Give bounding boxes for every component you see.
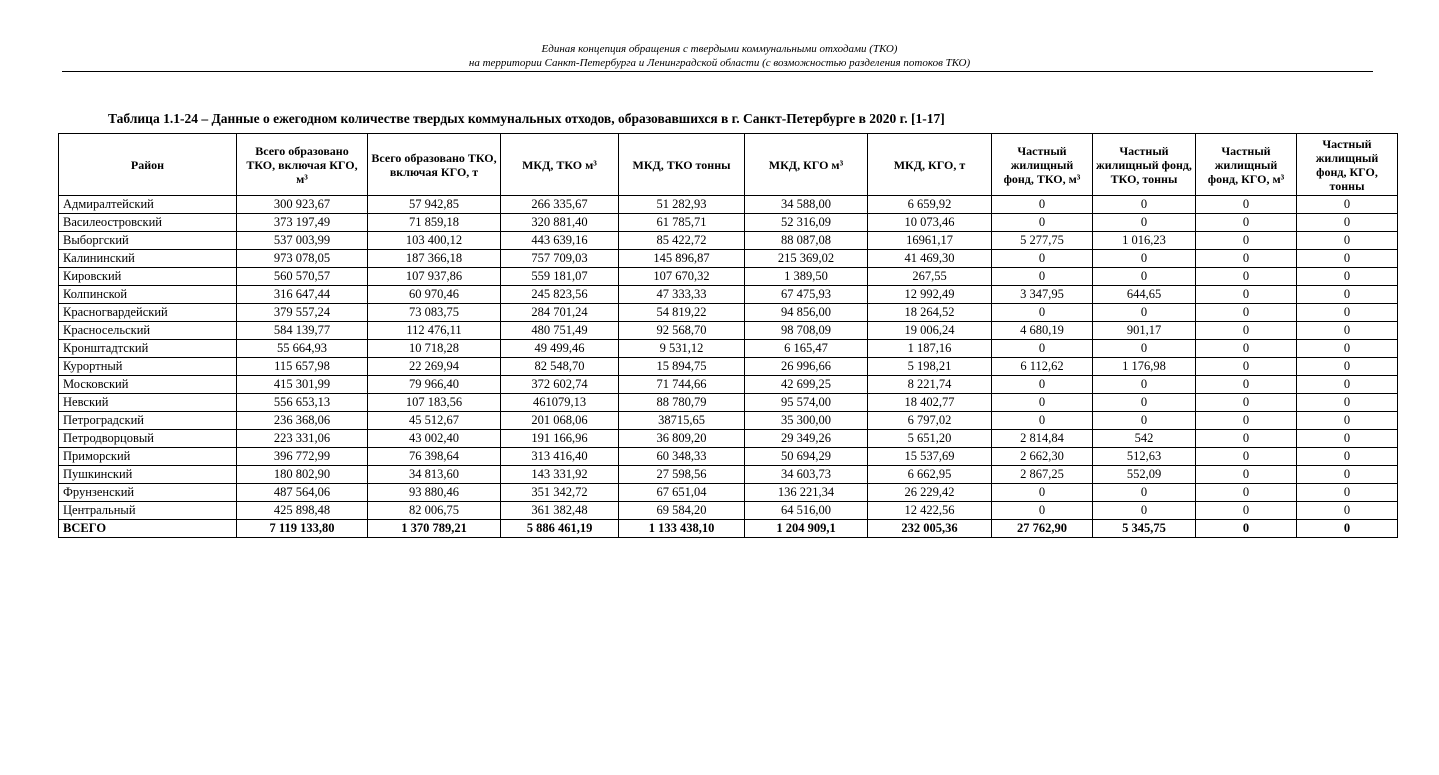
value-cell: 267,55 — [868, 268, 992, 286]
table-row — [59, 322, 1398, 340]
value-cell: 16961,17 — [868, 232, 992, 250]
value-cell: 0 — [1196, 250, 1297, 268]
value-cell: 27 598,56 — [619, 466, 745, 484]
value-cell: 12 422,56 — [868, 502, 992, 520]
header-divider — [62, 71, 1373, 72]
value-cell: 215 369,02 — [745, 250, 868, 268]
value-cell: 0 — [992, 340, 1093, 358]
value-cell: 19 006,24 — [868, 322, 992, 340]
value-cell: 88 087,08 — [745, 232, 868, 250]
value-cell: 373 197,49 — [237, 214, 368, 232]
value-cell: 35 300,00 — [745, 412, 868, 430]
value-cell: 115 657,98 — [237, 358, 368, 376]
value-cell: 103 400,12 — [368, 232, 501, 250]
value-cell: 71 859,18 — [368, 214, 501, 232]
value-cell: 537 003,99 — [237, 232, 368, 250]
value-cell: 187 366,18 — [368, 250, 501, 268]
value-cell: 0 — [992, 412, 1093, 430]
value-cell: 1 370 789,21 — [368, 520, 501, 538]
value-cell: 98 708,09 — [745, 322, 868, 340]
value-cell: 0 — [992, 376, 1093, 394]
table-row — [59, 448, 1398, 466]
value-cell: 67 475,93 — [745, 286, 868, 304]
value-cell: 320 881,40 — [501, 214, 619, 232]
col-header-total-m3: Всего образовано ТКО, включая КГО, м³ — [237, 134, 368, 196]
value-cell: 0 — [1196, 484, 1297, 502]
value-cell: 6 165,47 — [745, 340, 868, 358]
value-cell: 379 557,24 — [237, 304, 368, 322]
value-cell: 0 — [1093, 214, 1196, 232]
value-cell: 0 — [1196, 196, 1297, 214]
waste-data-table — [58, 133, 1398, 538]
value-cell: 584 139,77 — [237, 322, 368, 340]
value-cell: 60 970,46 — [368, 286, 501, 304]
value-cell: 0 — [1297, 376, 1398, 394]
value-cell: 372 602,74 — [501, 376, 619, 394]
value-cell: 145 896,87 — [619, 250, 745, 268]
total-row — [59, 520, 1398, 538]
value-cell: 487 564,06 — [237, 484, 368, 502]
value-cell: 136 221,34 — [745, 484, 868, 502]
table-row — [59, 412, 1398, 430]
value-cell: 0 — [1093, 304, 1196, 322]
district-cell: Адмиралтейский — [59, 196, 237, 214]
value-cell: 10 073,46 — [868, 214, 992, 232]
value-cell: 29 349,26 — [745, 430, 868, 448]
table-row — [59, 502, 1398, 520]
col-header-mkd-kgo-m3: МКД, КГО м³ — [745, 134, 868, 196]
value-cell: 6 659,92 — [868, 196, 992, 214]
table-row — [59, 214, 1398, 232]
district-cell: Центральный — [59, 502, 237, 520]
value-cell: 0 — [1196, 430, 1297, 448]
value-cell: 94 856,00 — [745, 304, 868, 322]
value-cell: 26 229,42 — [868, 484, 992, 502]
table-row — [59, 376, 1398, 394]
value-cell: 0 — [1093, 340, 1196, 358]
value-cell: 143 331,92 — [501, 466, 619, 484]
value-cell: 0 — [1297, 502, 1398, 520]
value-cell: 0 — [1196, 466, 1297, 484]
value-cell: 45 512,67 — [368, 412, 501, 430]
value-cell: 245 823,56 — [501, 286, 619, 304]
value-cell: 542 — [1093, 430, 1196, 448]
district-cell: Василеостровский — [59, 214, 237, 232]
value-cell: 0 — [1196, 394, 1297, 412]
value-cell: 5 345,75 — [1093, 520, 1196, 538]
value-cell: 15 537,69 — [868, 448, 992, 466]
value-cell: 107 183,56 — [368, 394, 501, 412]
table-row — [59, 430, 1398, 448]
col-header-private-kgo-m3: Частный жилищный фонд, КГО, м³ — [1196, 134, 1297, 196]
value-cell: 0 — [1093, 412, 1196, 430]
value-cell: 0 — [1297, 412, 1398, 430]
value-cell: 6 662,95 — [868, 466, 992, 484]
value-cell: 12 992,49 — [868, 286, 992, 304]
col-header-private-tko-m3: Частный жилищный фонд, ТКО, м³ — [992, 134, 1093, 196]
value-cell: 8 221,74 — [868, 376, 992, 394]
value-cell: 0 — [1196, 520, 1297, 538]
district-cell: Фрунзенский — [59, 484, 237, 502]
value-cell: 0 — [1297, 520, 1398, 538]
value-cell: 43 002,40 — [368, 430, 501, 448]
value-cell: 67 651,04 — [619, 484, 745, 502]
table-caption: Таблица 1.1-24 – Данные о ежегодном количестве твердых коммунальных отходов, образовавшихся в г. Санкт-Петербурге в 2020 г. [1-17] — [108, 111, 945, 126]
value-cell: 361 382,48 — [501, 502, 619, 520]
district-cell: Кировский — [59, 268, 237, 286]
value-cell: 73 083,75 — [368, 304, 501, 322]
value-cell: 0 — [992, 250, 1093, 268]
district-cell: ВСЕГО — [59, 520, 237, 538]
value-cell: 6 797,02 — [868, 412, 992, 430]
value-cell: 232 005,36 — [868, 520, 992, 538]
value-cell: 0 — [1297, 196, 1398, 214]
district-cell: Калининский — [59, 250, 237, 268]
value-cell: 6 112,62 — [992, 358, 1093, 376]
value-cell: 0 — [1093, 484, 1196, 502]
value-cell: 560 570,57 — [237, 268, 368, 286]
district-cell: Колпинской — [59, 286, 237, 304]
value-cell: 92 568,70 — [619, 322, 745, 340]
value-cell: 223 331,06 — [237, 430, 368, 448]
value-cell: 415 301,99 — [237, 376, 368, 394]
value-cell: 34 603,73 — [745, 466, 868, 484]
value-cell: 0 — [1196, 286, 1297, 304]
value-cell: 266 335,67 — [501, 196, 619, 214]
value-cell: 0 — [1196, 358, 1297, 376]
value-cell: 1 389,50 — [745, 268, 868, 286]
value-cell: 0 — [1196, 376, 1297, 394]
value-cell: 2 867,25 — [992, 466, 1093, 484]
value-cell: 0 — [1196, 322, 1297, 340]
value-cell: 1 133 438,10 — [619, 520, 745, 538]
table-row — [59, 250, 1398, 268]
value-cell: 27 762,90 — [992, 520, 1093, 538]
value-cell: 0 — [1297, 466, 1398, 484]
value-cell: 0 — [1297, 304, 1398, 322]
value-cell: 0 — [1297, 286, 1398, 304]
value-cell: 0 — [1196, 340, 1297, 358]
value-cell: 88 780,79 — [619, 394, 745, 412]
value-cell: 0 — [1093, 196, 1196, 214]
value-cell: 0 — [1297, 322, 1398, 340]
col-header-total-t: Всего образовано ТКО, включая КГО, т — [368, 134, 501, 196]
value-cell: 0 — [992, 214, 1093, 232]
value-cell: 79 966,40 — [368, 376, 501, 394]
col-header-private-tko-t: Частный жилищный фонд, ТКО, тонны — [1093, 134, 1196, 196]
col-header-district: Район — [59, 134, 237, 196]
value-cell: 15 894,75 — [619, 358, 745, 376]
value-cell: 316 647,44 — [237, 286, 368, 304]
value-cell: 47 333,33 — [619, 286, 745, 304]
value-cell: 2 662,30 — [992, 448, 1093, 466]
value-cell: 0 — [1297, 232, 1398, 250]
table-row — [59, 286, 1398, 304]
header-line-1: Единая концепция обращения с твердыми коммунальными отходами (ТКО) — [541, 43, 898, 55]
value-cell: 57 942,85 — [368, 196, 501, 214]
value-cell: 461079,13 — [501, 394, 619, 412]
table-row — [59, 232, 1398, 250]
value-cell: 0 — [992, 502, 1093, 520]
table-row — [59, 394, 1398, 412]
district-cell: Курортный — [59, 358, 237, 376]
value-cell: 5 277,75 — [992, 232, 1093, 250]
table-row — [59, 466, 1398, 484]
district-cell: Московский — [59, 376, 237, 394]
value-cell: 757 709,03 — [501, 250, 619, 268]
value-cell: 0 — [1297, 250, 1398, 268]
value-cell: 4 680,19 — [992, 322, 1093, 340]
value-cell: 480 751,49 — [501, 322, 619, 340]
value-cell: 0 — [1196, 214, 1297, 232]
value-cell: 0 — [1093, 394, 1196, 412]
value-cell: 18 402,77 — [868, 394, 992, 412]
value-cell: 0 — [1196, 448, 1297, 466]
value-cell: 51 282,93 — [619, 196, 745, 214]
value-cell: 0 — [1196, 412, 1297, 430]
value-cell: 60 348,33 — [619, 448, 745, 466]
value-cell: 0 — [992, 304, 1093, 322]
table-row — [59, 268, 1398, 286]
value-cell: 82 006,75 — [368, 502, 501, 520]
value-cell: 41 469,30 — [868, 250, 992, 268]
value-cell: 34 813,60 — [368, 466, 501, 484]
value-cell: 0 — [1297, 484, 1398, 502]
value-cell: 54 819,22 — [619, 304, 745, 322]
value-cell: 0 — [1297, 214, 1398, 232]
value-cell: 512,63 — [1093, 448, 1196, 466]
value-cell: 0 — [1196, 502, 1297, 520]
value-cell: 236 368,06 — [237, 412, 368, 430]
value-cell: 9 531,12 — [619, 340, 745, 358]
value-cell: 0 — [1297, 430, 1398, 448]
value-cell: 0 — [1196, 268, 1297, 286]
value-cell: 559 181,07 — [501, 268, 619, 286]
value-cell: 556 653,13 — [237, 394, 368, 412]
value-cell: 0 — [1196, 232, 1297, 250]
table-row — [59, 358, 1398, 376]
table-row — [59, 196, 1398, 214]
value-cell: 34 588,00 — [745, 196, 868, 214]
table-row — [59, 304, 1398, 322]
value-cell: 107 670,32 — [619, 268, 745, 286]
value-cell: 26 996,66 — [745, 358, 868, 376]
value-cell: 2 814,84 — [992, 430, 1093, 448]
value-cell: 973 078,05 — [237, 250, 368, 268]
value-cell: 38715,65 — [619, 412, 745, 430]
value-cell: 61 785,71 — [619, 214, 745, 232]
value-cell: 50 694,29 — [745, 448, 868, 466]
value-cell: 1 016,23 — [1093, 232, 1196, 250]
value-cell: 0 — [992, 196, 1093, 214]
table-row — [59, 484, 1398, 502]
value-cell: 1 187,16 — [868, 340, 992, 358]
value-cell: 52 316,09 — [745, 214, 868, 232]
value-cell: 351 342,72 — [501, 484, 619, 502]
value-cell: 644,65 — [1093, 286, 1196, 304]
value-cell: 10 718,28 — [368, 340, 501, 358]
value-cell: 300 923,67 — [237, 196, 368, 214]
value-cell: 5 198,21 — [868, 358, 992, 376]
value-cell: 0 — [1297, 268, 1398, 286]
col-header-private-kgo-t: Частный жилищный фонд, КГО, тонны — [1297, 134, 1398, 196]
value-cell: 0 — [1297, 340, 1398, 358]
district-cell: Невский — [59, 394, 237, 412]
value-cell: 284 701,24 — [501, 304, 619, 322]
district-cell: Петроградский — [59, 412, 237, 430]
value-cell: 396 772,99 — [237, 448, 368, 466]
value-cell: 95 574,00 — [745, 394, 868, 412]
value-cell: 425 898,48 — [237, 502, 368, 520]
value-cell: 191 166,96 — [501, 430, 619, 448]
value-cell: 552,09 — [1093, 466, 1196, 484]
header-line-2: на территории Санкт-Петербурга и Ленинградской области (с возможностью разделения потоков ТКО) — [468, 57, 971, 69]
table-header-row — [59, 134, 1398, 196]
value-cell: 0 — [1297, 394, 1398, 412]
value-cell: 93 880,46 — [368, 484, 501, 502]
value-cell: 42 699,25 — [745, 376, 868, 394]
district-cell: Красногвардейский — [59, 304, 237, 322]
value-cell: 76 398,64 — [368, 448, 501, 466]
value-cell: 69 584,20 — [619, 502, 745, 520]
value-cell: 901,17 — [1093, 322, 1196, 340]
district-cell: Пушкинский — [59, 466, 237, 484]
value-cell: 3 347,95 — [992, 286, 1093, 304]
district-cell: Приморский — [59, 448, 237, 466]
value-cell: 55 664,93 — [237, 340, 368, 358]
value-cell: 36 809,20 — [619, 430, 745, 448]
table-row — [59, 340, 1398, 358]
document-header — [0, 42, 1439, 70]
value-cell: 0 — [992, 268, 1093, 286]
col-header-mkd-tko-t: МКД, ТКО тонны — [619, 134, 745, 196]
value-cell: 0 — [1297, 448, 1398, 466]
value-cell: 71 744,66 — [619, 376, 745, 394]
value-cell: 49 499,46 — [501, 340, 619, 358]
col-header-mkd-tko-m3: МКД, ТКО м³ — [501, 134, 619, 196]
value-cell: 5 651,20 — [868, 430, 992, 448]
table-body — [59, 196, 1398, 538]
district-cell: Выборгский — [59, 232, 237, 250]
value-cell: 0 — [1196, 304, 1297, 322]
col-header-mkd-kgo-t: МКД, КГО, т — [868, 134, 992, 196]
value-cell: 0 — [1093, 268, 1196, 286]
value-cell: 0 — [992, 484, 1093, 502]
district-cell: Петродворцовый — [59, 430, 237, 448]
value-cell: 1 204 909,1 — [745, 520, 868, 538]
value-cell: 201 068,06 — [501, 412, 619, 430]
value-cell: 85 422,72 — [619, 232, 745, 250]
value-cell: 18 264,52 — [868, 304, 992, 322]
value-cell: 313 416,40 — [501, 448, 619, 466]
value-cell: 5 886 461,19 — [501, 520, 619, 538]
value-cell: 22 269,94 — [368, 358, 501, 376]
value-cell: 64 516,00 — [745, 502, 868, 520]
value-cell: 443 639,16 — [501, 232, 619, 250]
district-cell: Красносельский — [59, 322, 237, 340]
value-cell: 0 — [992, 394, 1093, 412]
value-cell: 0 — [1093, 250, 1196, 268]
value-cell: 1 176,98 — [1093, 358, 1196, 376]
value-cell: 180 802,90 — [237, 466, 368, 484]
value-cell: 0 — [1093, 502, 1196, 520]
value-cell: 0 — [1297, 358, 1398, 376]
value-cell: 112 476,11 — [368, 322, 501, 340]
value-cell: 107 937,86 — [368, 268, 501, 286]
district-cell: Кронштадтский — [59, 340, 237, 358]
value-cell: 82 548,70 — [501, 358, 619, 376]
value-cell: 0 — [1093, 376, 1196, 394]
value-cell: 7 119 133,80 — [237, 520, 368, 538]
